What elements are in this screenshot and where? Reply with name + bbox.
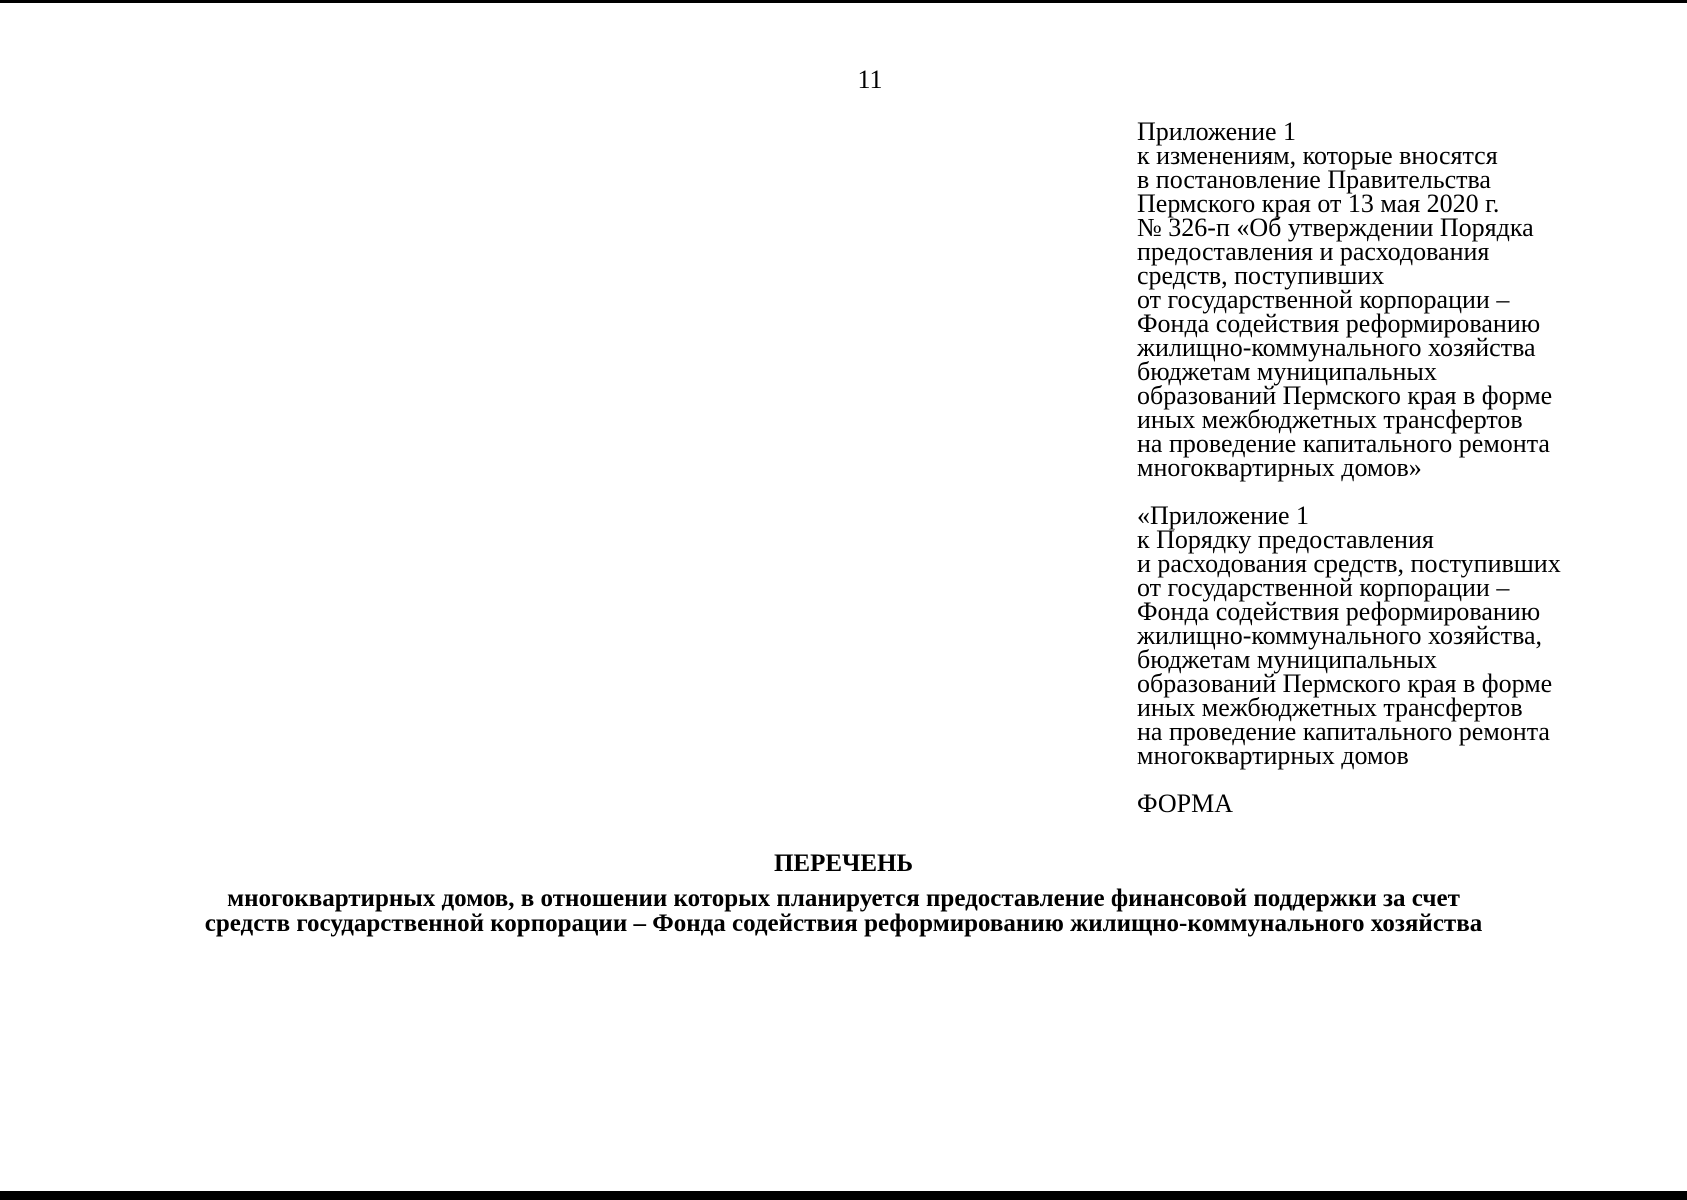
page-number: 11 (857, 65, 883, 94)
annex-header-line: в постановление Правительства (1137, 165, 1491, 194)
annex-header-line: иных межбюджетных трансфертов (1137, 405, 1523, 434)
scan-edge-bottom (0, 1191, 1687, 1200)
annex-header-line: образований Пермского края в форме (1137, 381, 1553, 410)
scan-edge-top (0, 0, 1687, 3)
annex-header-line: предоставления и расходования (1137, 237, 1490, 266)
annex-order-line: на проведение капитального ремонта (1137, 717, 1550, 746)
annex-order-line: многоквартирных домов (1137, 741, 1409, 770)
annex-header-line: жилищно-коммунального хозяйства (1137, 333, 1536, 362)
annex-order-line: «Приложение 1 (1137, 501, 1310, 530)
annex-order-line: и расходования средств, поступивших (1137, 549, 1561, 578)
form-label: ФОРМА (1137, 789, 1233, 818)
annex-order-line: жилищно-коммунального хозяйства, (1137, 621, 1543, 650)
annex-order-block (1137, 501, 1677, 770)
annex-header-line: средств, поступивших (1137, 261, 1385, 290)
annex-header-line: № 326-п «Об утверждении Порядка (1137, 213, 1534, 242)
annex-header-line: многоквартирных домов» (1137, 453, 1422, 482)
annex-order-line: к Порядку предоставления (1137, 525, 1434, 554)
annex-header-block (1137, 117, 1677, 482)
annex-header-line: Пермского края от 13 мая 2020 г. (1137, 189, 1500, 218)
annex-header-line: Фонда содействия реформированию (1137, 309, 1541, 338)
annex-order-line: образований Пермского края в форме (1137, 669, 1553, 698)
document-subtitle (120, 886, 1567, 936)
annex-order-line: бюджетам муниципальных (1137, 645, 1437, 674)
annex-order-line: иных межбюджетных трансфертов (1137, 693, 1523, 722)
annex-header-line: Приложение 1 (1137, 117, 1297, 146)
annex-header-line: на проведение капитального ремонта (1137, 429, 1550, 458)
annex-order-line: Фонда содействия реформированию (1137, 597, 1541, 626)
document-title: ПЕРЕЧЕНЬ (773, 850, 914, 877)
annex-header-line: бюджетам муниципальных (1137, 357, 1437, 386)
annex-header-line: к изменениям, которые вносятся (1137, 141, 1498, 170)
annex-order-line: от государственной корпорации – (1137, 573, 1510, 602)
subtitle-line: средств государственной корпорации – Фонда содействия реформированию жилищно-коммунального хозяйства (204, 910, 1483, 937)
subtitle-line: многоквартирных домов, в отношении которых планируется предоставление финансовой поддержки за счет (227, 885, 1460, 912)
annex-header-line: от государственной корпорации – (1137, 285, 1510, 314)
